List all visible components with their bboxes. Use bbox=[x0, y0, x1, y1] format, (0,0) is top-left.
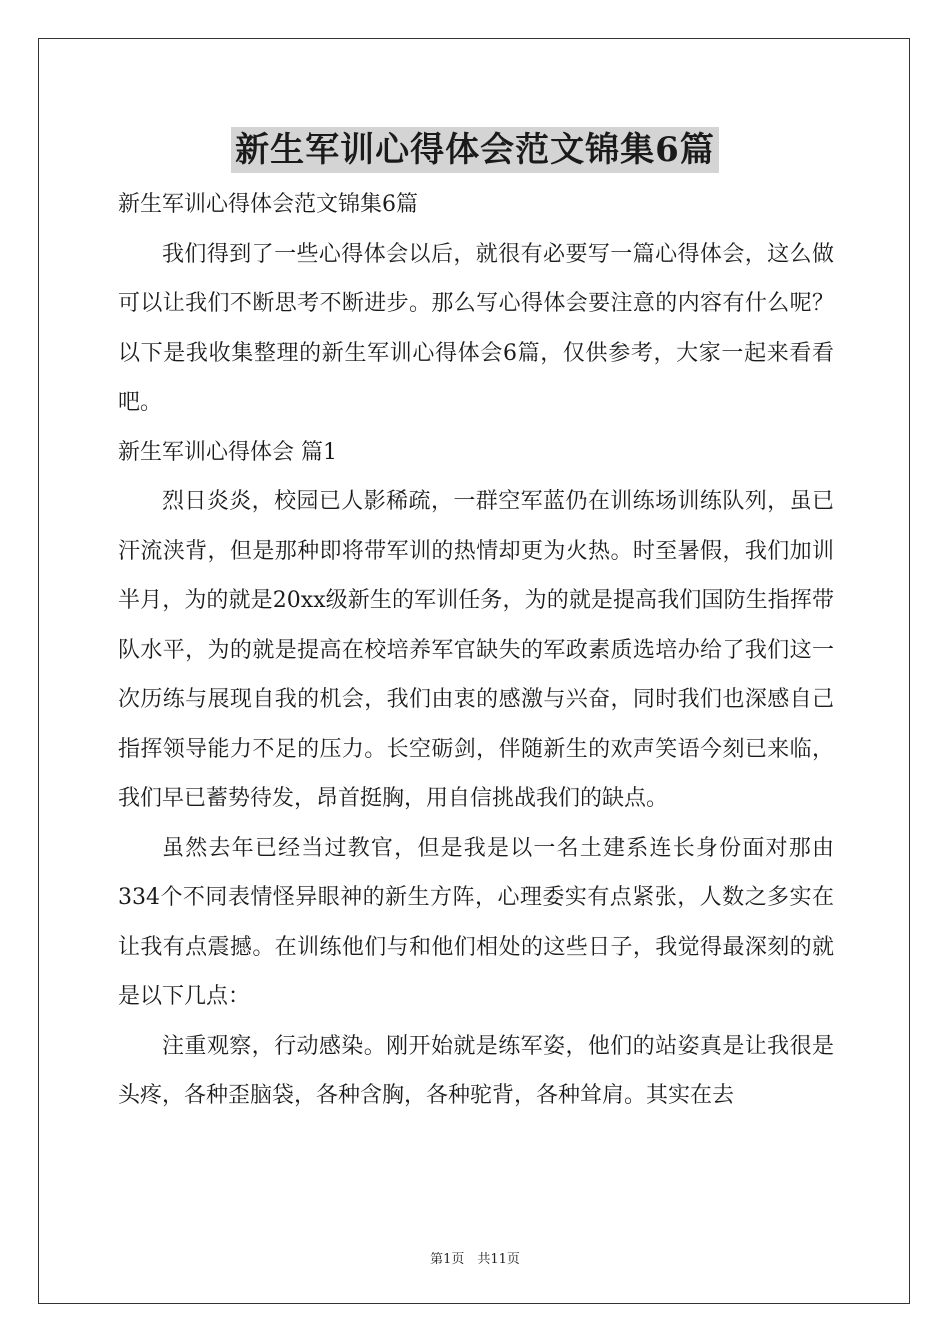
body-paragraph: 烈日炎炎，校园已人影稀疏，一群空军蓝仍在训练场训练队列，虽已汗流浃背，但是那种即将带军训的热情却更为火热。时至暑假，我们加训半月，为的就是20xx级新生的军训任务，为的就是提高我们国防生指挥带队水平，为的就是提高在校培养军官缺失的军政素质选培办给了我们这一次历练与展现自我的机会，我们由衷的感激与兴奋，同时我们也深感自己指挥领导能力不足的压力。长空砺剑，伴随新生的欢声笑语今刻已来临，我们早已蓄势待发，昂首挺胸，用自信挑战我们的缺点。 bbox=[118, 489, 834, 811]
body-paragraph: 虽然去年已经当过教官，但是我是以一名土建系连长身份面对那由334个不同表情怪异眼神的新生方阵，心理委实有点紧张，人数之多实在让我有点震撼。在训练他们与和他们相处的这些日子，我觉得最深刻的就是以下几点： bbox=[118, 835, 834, 1009]
body-paragraph: 注重观察，行动感染。刚开始就是练军姿，他们的站姿真是让我很是头疼，各种歪脑袋，各种含胸，各种驼背，各种耸肩。其实在去 bbox=[118, 1033, 834, 1108]
document-body bbox=[118, 180, 834, 1121]
intro-paragraph: 我们得到了一些心得体会以后，就很有必要写一篇心得体会，这么做可以让我们不断思考不断进步。那么写心得体会要注意的内容有什么呢？以下是我收集整理的新生军训心得体会6篇，仅供参考，大家一起来看看吧。 bbox=[118, 241, 834, 415]
title-container bbox=[0, 127, 950, 173]
subtitle-paragraph: 新生军训心得体会范文锦集6篇 bbox=[118, 192, 418, 217]
section-heading: 新生军训心得体会 篇1 bbox=[118, 439, 337, 465]
document-title: 新生军训心得体会范文锦集6篇 bbox=[231, 127, 719, 173]
page-footer: 第1页 共11页 bbox=[430, 1252, 520, 1267]
